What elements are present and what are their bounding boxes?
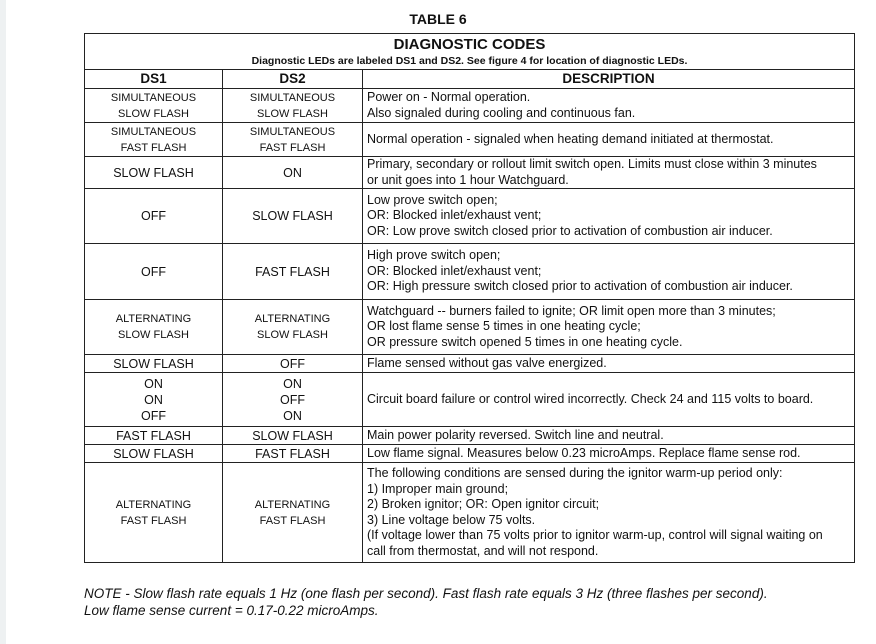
ds2-state: ON — [283, 408, 302, 423]
table-row — [85, 157, 855, 189]
ds1-cell — [85, 373, 223, 427]
ds1-state: SIMULTANEOUS — [110, 125, 197, 138]
header-description: DESCRIPTION — [363, 70, 855, 89]
description-line: Main power polarity reversed. Switch line and neutral. — [367, 427, 664, 442]
caption-title: DIAGNOSTIC CODES — [393, 36, 546, 53]
description-line: call from thermostat, and will not respond. — [367, 543, 599, 558]
description-cell — [363, 157, 855, 189]
table-row — [85, 189, 855, 244]
table-row — [85, 89, 855, 123]
ds1-state: FAST FLASH — [120, 514, 187, 527]
ds1-cell — [85, 300, 223, 355]
ds1-state: ALTERNATING — [115, 313, 192, 325]
ds1-state: ON — [144, 376, 163, 391]
header-ds2: DS2 — [223, 70, 363, 89]
diagnostic-codes-table — [84, 33, 855, 563]
ds2-state: SLOW FLASH — [257, 329, 328, 341]
table-row — [85, 427, 855, 445]
description-cell — [363, 189, 855, 244]
ds1-state: OFF — [141, 209, 166, 223]
description-line: Circuit board failure or control wired incorrectly. Check 24 and 115 volts to board. — [367, 391, 814, 406]
table-row — [85, 300, 855, 355]
ds1-cell — [85, 157, 223, 189]
note-line: Low flame sense current = 0.17-0.22 microAmps. — [84, 603, 379, 618]
ds2-state: FAST FLASH — [255, 446, 330, 461]
description-line: OR lost flame sense 5 times in one heating cycle; — [367, 319, 641, 334]
description-line: Flame sensed without gas valve energized. — [367, 355, 607, 370]
ds2-state: SIMULTANEOUS — [249, 91, 336, 104]
ds2-cell — [223, 355, 363, 373]
page-edge — [0, 0, 6, 644]
ds2-state: SLOW FLASH — [252, 428, 333, 443]
ds1-state: SLOW FLASH — [118, 107, 189, 120]
description-line: 2) Broken ignitor; OR: Open ignitor circuit; — [367, 497, 600, 511]
ds1-cell — [85, 445, 223, 463]
description-cell — [363, 89, 855, 123]
ds2-cell — [223, 89, 363, 123]
ds2-state: SIMULTANEOUS — [249, 125, 336, 138]
description-cell — [363, 427, 855, 445]
description-cell — [363, 355, 855, 373]
description-line: 3) Line voltage below 75 volts. — [367, 512, 536, 527]
ds2-state: ON — [283, 376, 302, 391]
description-line: Also signaled during cooling and continuous fan. — [367, 105, 636, 120]
description-line: 1) Improper main ground; — [367, 481, 509, 496]
ds1-state: SLOW FLASH — [113, 165, 194, 180]
description-line: or unit goes into 1 hour Watchguard. — [367, 172, 569, 187]
ds1-cell — [85, 123, 223, 157]
ds1-state: FAST FLASH — [120, 141, 187, 154]
description-cell — [363, 373, 855, 427]
ds1-state: OFF — [141, 264, 166, 279]
ds1-state: FAST FLASH — [116, 428, 191, 443]
description-cell — [363, 445, 855, 463]
table-row — [85, 123, 855, 157]
ds2-state: SLOW FLASH — [252, 209, 333, 223]
description-cell — [363, 463, 855, 563]
ds2-cell — [223, 300, 363, 355]
table-row — [85, 445, 855, 463]
table-label: TABLE 6 — [409, 11, 467, 27]
description-line: OR: Low prove switch closed prior to activation of combustion air inducer. — [367, 223, 773, 238]
ds2-cell — [223, 427, 363, 445]
description-line: Power on - Normal operation. — [367, 90, 531, 104]
ds2-state: ALTERNATING — [254, 313, 331, 325]
table-row — [85, 463, 855, 563]
ds2-state: ON — [283, 165, 302, 180]
ds2-state: FAST FLASH — [259, 514, 326, 527]
description-line: Primary, secondary or rollout limit switch open. Limits must close within 3 minutes — [367, 157, 817, 171]
table-row — [85, 373, 855, 427]
caption-subtitle: Diagnostic LEDs are labeled DS1 and DS2. See figure 4 for location of diagnostic LEDs. — [251, 55, 688, 67]
description-cell — [363, 300, 855, 355]
description-line: (If voltage lower than 75 volts prior to ignitor warm-up, control will signal waiting on — [367, 528, 823, 542]
description-line: Low flame signal. Measures below 0.23 microAmps. Replace flame sense rod. — [367, 445, 801, 460]
ds2-cell — [223, 463, 363, 563]
ds1-cell — [85, 89, 223, 123]
ds2-state: FAST FLASH — [259, 141, 326, 154]
description-line: OR: Blocked inlet/exhaust vent; — [367, 208, 542, 223]
description-line: OR: High pressure switch closed prior to activation of combustion air inducer. — [367, 279, 793, 294]
table-row — [85, 244, 855, 300]
note-line: NOTE - Slow flash rate equals 1 Hz (one flash per second). Fast flash rate equals 3 Hz (three flashes per second). — [84, 586, 768, 601]
description-cell — [363, 123, 855, 157]
description-line: OR pressure switch opened 5 times in one heating cycle. — [367, 334, 683, 349]
description-line: Watchguard -- burners failed to ignite; OR limit open more than 3 minutes; — [367, 303, 776, 318]
ds2-state: OFF — [280, 392, 305, 407]
ds2-state: FAST FLASH — [255, 264, 330, 279]
header-ds1: DS1 — [85, 70, 223, 89]
ds2-cell — [223, 445, 363, 463]
ds2-cell — [223, 373, 363, 427]
description-cell — [363, 244, 855, 300]
ds1-cell — [85, 463, 223, 563]
ds2-cell — [223, 123, 363, 157]
ds1-state: SIMULTANEOUS — [110, 91, 197, 104]
ds1-cell — [85, 355, 223, 373]
ds1-cell — [85, 427, 223, 445]
table-row — [85, 355, 855, 373]
ds2-state: OFF — [280, 356, 305, 371]
ds1-state: ALTERNATING — [115, 498, 192, 511]
ds1-state: ON — [144, 392, 163, 407]
footnote — [84, 585, 768, 619]
description-line: Normal operation - signaled when heating demand initiated at thermostat. — [367, 131, 774, 146]
ds1-state: OFF — [141, 408, 166, 423]
ds1-cell — [85, 189, 223, 244]
description-line: High prove switch open; — [367, 248, 501, 263]
ds2-state: ALTERNATING — [254, 498, 331, 511]
description-line: OR: Blocked inlet/exhaust vent; — [367, 263, 542, 278]
table-caption — [85, 34, 855, 70]
ds1-state: SLOW FLASH — [113, 446, 194, 461]
ds2-state: SLOW FLASH — [257, 107, 328, 120]
description-line: Low prove switch open; — [367, 192, 498, 207]
ds1-state: SLOW FLASH — [113, 356, 194, 371]
description-line: The following conditions are sensed during the ignitor warm-up period only: — [367, 466, 783, 480]
ds2-cell — [223, 244, 363, 300]
ds2-cell — [223, 157, 363, 189]
ds1-state: SLOW FLASH — [118, 329, 189, 341]
ds1-cell — [85, 244, 223, 300]
ds2-cell — [223, 189, 363, 244]
